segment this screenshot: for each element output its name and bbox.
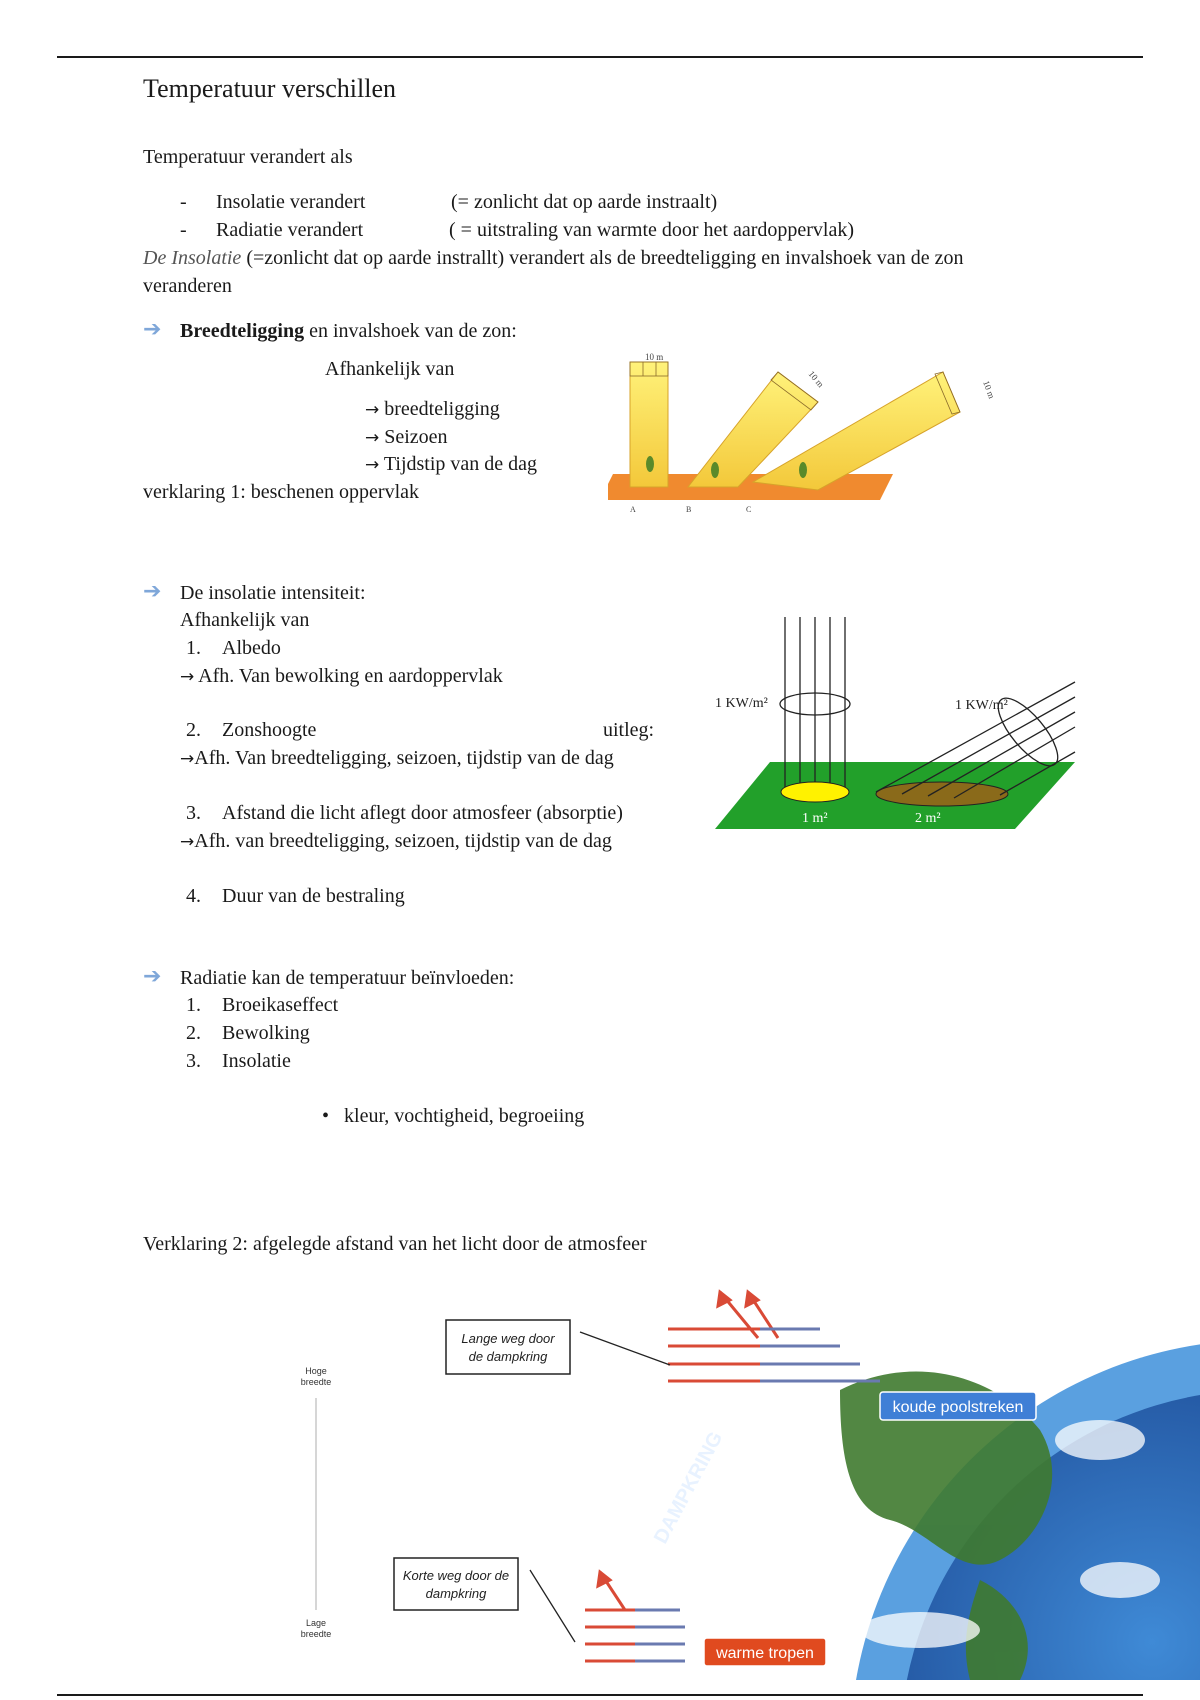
list-item: → Tijdstip van de dag <box>365 453 538 475</box>
section1-heading <box>180 319 517 343</box>
arrow-right-icon: → <box>180 749 195 769</box>
fig1-letter: B <box>686 505 692 512</box>
fig1-letter: A <box>630 505 636 512</box>
list-sub-item: →Afh. Van breedteligging, seizoen, tijdstip van de dag <box>180 747 614 769</box>
dash-item-note: (= zonlicht dat op aarde instraalt) <box>451 191 718 213</box>
beam-illustration <box>608 352 1008 512</box>
bullet-item: • kleur, vochtigheid, begroeiing <box>322 1105 585 1127</box>
top-rule <box>57 56 1143 58</box>
list-number: 2. <box>186 1022 201 1044</box>
arrow-right-icon: → <box>180 667 195 687</box>
insolatie-italic: De Insolatie <box>143 247 242 269</box>
atmosphere-illustration <box>280 1280 1200 1680</box>
list-number: 3. <box>186 802 201 824</box>
warm-region-label: warme tropen <box>716 1645 814 1662</box>
cold-region-label: koude poolstreken <box>892 1399 1024 1416</box>
low-latitude-label: breedte <box>300 1629 332 1639</box>
list-item: Zonshoogte <box>222 719 317 741</box>
list-item: Broeikaseffect <box>222 994 339 1016</box>
section1-rest: en invalshoek van de zon: <box>304 320 517 342</box>
arrow-right-icon: → <box>365 455 380 475</box>
section2-heading: De insolatie intensiteit: <box>180 582 366 604</box>
intro-text: Temperatuur verandert als <box>143 146 353 168</box>
arrow-right-icon: → <box>365 400 380 420</box>
arrow-bullet-icon: ➔ <box>143 317 162 342</box>
area-1m2 <box>781 782 849 802</box>
arrow-bullet-icon: ➔ <box>143 579 162 604</box>
area-2m2 <box>876 782 1008 806</box>
list-item: Albedo <box>222 637 281 659</box>
list-number: 4. <box>186 885 201 907</box>
intensity-illustration <box>710 612 1080 837</box>
list-sub-item: → Afh. Van bewolking en aardoppervlak <box>180 665 503 687</box>
insolatie-paragraph <box>143 246 963 270</box>
section1-bold: Breedteligging <box>180 320 305 342</box>
section3-heading: Radiatie kan de temperatuur beïnvloeden: <box>180 967 515 989</box>
long-way-callout <box>446 1320 570 1374</box>
list-item: → Seizoen <box>365 426 448 448</box>
fig1-label: 10 m <box>806 368 826 390</box>
short-way-callout <box>394 1558 518 1610</box>
kw-label-right: 1 KW/m² <box>955 698 1008 713</box>
page-title: Temperatuur verschillen <box>143 74 397 103</box>
short-way-text: Korte weg door de <box>402 1568 510 1583</box>
list-item: → breedteligging <box>365 398 500 420</box>
list-item: Afstand die licht aflegt door atmosfeer (absorptie) <box>222 802 623 824</box>
verklaring-1: verklaring 1: beschenen oppervlak <box>143 481 420 503</box>
short-way-text: dampkring <box>425 1586 487 1601</box>
section2-depends: Afhankelijk van <box>180 609 310 631</box>
fig1-letter: C <box>746 505 752 512</box>
low-latitude-label: Lage <box>305 1618 327 1628</box>
list-number: 3. <box>186 1050 201 1072</box>
area-label-left: 1 m² <box>802 811 828 826</box>
high-latitude-label: Hoge <box>305 1366 327 1376</box>
list-item: Insolatie <box>222 1050 291 1072</box>
dash-marker: - <box>180 191 187 213</box>
dash-item-label: Insolatie verandert <box>216 191 366 213</box>
fig1-label: 10 m <box>645 352 664 362</box>
list-number: 1. <box>186 637 201 659</box>
insolatie-line1: (=zonlicht dat op aarde instrallt) verandert als de breedteligging en invalshoek van de zon <box>241 247 964 269</box>
dash-item-label: Radiatie verandert <box>216 219 364 241</box>
list-number: 2. <box>186 719 201 741</box>
arrow-bullet-icon: ➔ <box>143 964 162 989</box>
bottom-rule <box>57 1694 1143 1696</box>
atmosphere-label: DAMPKRING <box>649 1428 728 1548</box>
long-way-text: de dampkring <box>468 1349 548 1364</box>
list-number: 1. <box>186 994 201 1016</box>
fig1-label: 10 m <box>981 379 997 400</box>
list-item: Duur van de bestraling <box>222 885 405 907</box>
arrow-right-icon: → <box>180 832 195 852</box>
long-way-text: Lange weg door <box>461 1331 555 1346</box>
high-latitude-label: breedte <box>300 1377 332 1387</box>
list-sub-item: →Afh. van breedteligging, seizoen, tijdstip van de dag <box>180 830 612 852</box>
area-label-right: 2 m² <box>915 811 941 826</box>
dash-item-note: ( = uitstraling van warmte door het aardoppervlak) <box>449 219 855 241</box>
kw-label-left: 1 KW/m² <box>715 696 768 711</box>
insolatie-line2: veranderen <box>143 275 232 297</box>
uitleg-label: uitleg: <box>603 719 655 741</box>
section1-depends: Afhankelijk van <box>325 358 455 380</box>
list-item: Bewolking <box>222 1022 310 1044</box>
arrow-right-icon: → <box>365 428 380 448</box>
dash-marker: - <box>180 219 187 241</box>
verklaring-2: Verklaring 2: afgelegde afstand van het licht door de atmosfeer <box>143 1233 647 1255</box>
